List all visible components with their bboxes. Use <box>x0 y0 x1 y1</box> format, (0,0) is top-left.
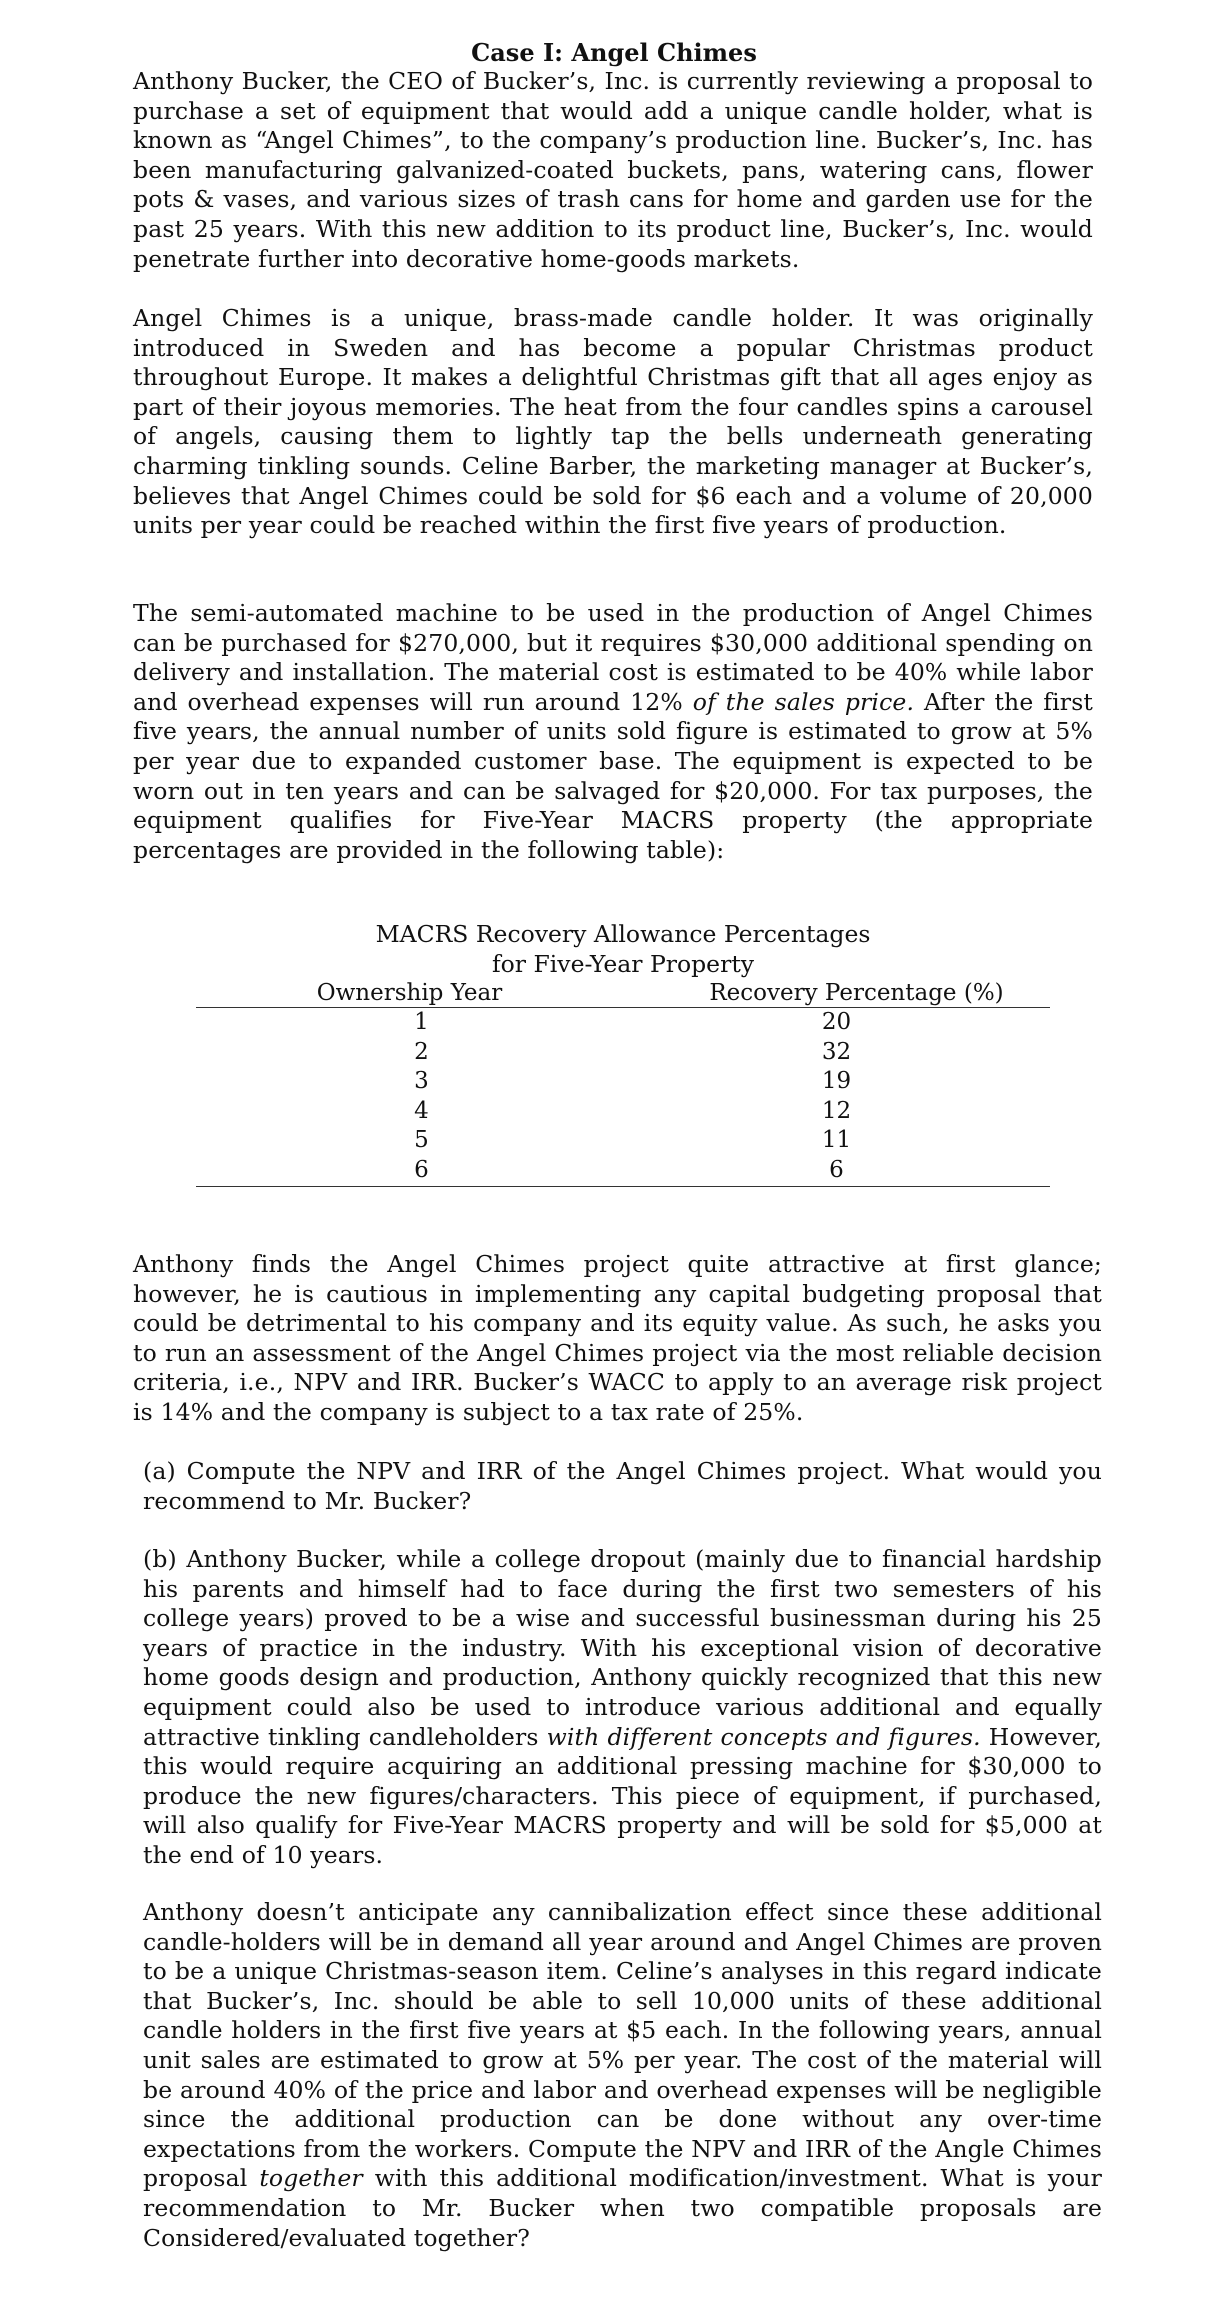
question-b-text-start: (b) Anthony Bucker, while a college dropout (mainly due to financial hardship his parents and himself had to face during the first two semesters of his college years) proved to be a wise and successful businessman during his 25 years of practice in the industry. With his exceptional vision of decorative home goods design and production, Anthony quickly recognized that this new equipment could also be used to introduce various additional and equally attractive tinkling candleholders <box>143 1545 1102 1751</box>
assessment-paragraph: Anthony finds the Angel Chimes project quite attractive at first glance; however, he is cautious in implementing any capital budgeting proposal that could be detrimental to his company and its equity value. As such, he asks you to run an assessment of the Angel Chimes project via the most reliable decision criteria, i.e., NPV and IRR. Bucker’s WACC to apply to an average risk project is 14% and the company is subject to a tax rate of 25%. <box>133 1250 1102 1426</box>
question-b <box>143 1545 1102 1871</box>
percentage-cell: 20 <box>821 1009 852 1035</box>
year-cell: 3 <box>414 1068 429 1095</box>
machine-paragraph <box>133 599 1093 865</box>
question-b-continuation <box>143 1898 1102 2253</box>
table-row <box>196 1126 1050 1156</box>
table-title-line-1: MACRS Recovery Allowance Percentages <box>375 920 871 948</box>
continuation-text-italic: together <box>259 2164 363 2193</box>
machine-text-start: The semi-automated machine to be used in the production of Angel Chimes can be purchased for $270,000, but it requires $30,000 additional spending on delivery and installation. The material cost is estimated to be 40% while labor and overhead expenses will run around 12% <box>133 599 1093 716</box>
table-title-line-2: for Five-Year Property <box>491 949 755 978</box>
percentage-cell: 6 <box>623 1156 1050 1186</box>
macrs-table <box>196 979 1050 1187</box>
continuation-text-start: Anthony doesn’t anticipate any cannibalization effect since these additional candle-holders will be in demand all year around and Angel Chimes are proven to be a unique Christmas-season item. Celine’s analyses in this regard indicate that Bucker’s, Inc. should be able to sell 10,000 units of these additional candle holders in the first five years at $5 each. In the following years, annual unit sales are estimated to grow at 5% per year. The cost of the material will be around 40% of the price and labor and overhead expenses will be negligible since the additional production can be done without any over-time expectations from the workers. Compute the NPV and IRR of the Angle Chimes proposal <box>143 1898 1102 2193</box>
table-row <box>196 1156 1050 1186</box>
machine-text-end: After the first five years, the annual number of units sold figure is estimated to grow at 5% per year due to expanded customer base. The equipment is expected to be worn out in ten years and can be salvaged for $20,000. For tax purposes, the equipment qualifies for Five-Year MACRS property (the appropriate percentages are provided in the following table): <box>133 687 1093 864</box>
question-b-text-end: However, this would require acquiring an additional pressing machine for $30,000 to produce the new figures/characters. This piece of equipment, if purchased, will also qualify for Five-Year MACRS property and will be sold for $5,000 at the end of 10 years. <box>143 1722 1102 1869</box>
machine-text-italic: of the sales price. <box>692 687 915 716</box>
table-row <box>196 1067 1050 1097</box>
year-cell: 5 <box>414 1127 429 1154</box>
year-cell: 2 <box>414 1038 429 1065</box>
question-b-text-italic: with different concepts and figures. <box>546 1722 981 1751</box>
header-recovery-percentage: Recovery Percentage (%) <box>623 979 1050 1008</box>
percentage-cell: 11 <box>821 1127 852 1154</box>
continuation-text-end: with this additional modification/investment. What is your recommendation to Mr. Bucker when two compatible proposals are Considered/evaluated together? <box>143 2164 1102 2252</box>
year-cell: 4 <box>414 1097 429 1124</box>
product-paragraph: Angel Chimes is a unique, brass-made candle holder. It was originally introduced in Sweden and has become a popular Christmas product throughout Europe. It makes a delightful Christmas gift that all ages enjoy as part of their joyous memories. The heat from the four candles spins a carousel of angels, causing them to lightly tap the bells underneath generating charming tinkling sounds. Celine Barber, the marketing manager at Bucker’s, believes that Angel Chimes could be sold for $6 each and a volume of 20,000 units per year could be reached within the first five years of production. <box>133 304 1093 540</box>
table-row <box>196 1008 1050 1038</box>
year-cell: 1 <box>414 1009 429 1035</box>
table-header-row <box>196 979 1050 1008</box>
header-ownership-year: Ownership Year <box>196 979 623 1008</box>
year-cell: 6 <box>196 1156 623 1186</box>
macrs-table-title <box>196 920 1050 979</box>
percentage-cell: 12 <box>821 1097 852 1124</box>
macrs-table-block <box>196 920 1050 1187</box>
case-title: Case I: Angel Chimes <box>471 38 757 67</box>
table-row <box>196 1097 1050 1127</box>
percentage-cell: 32 <box>821 1038 852 1065</box>
question-a: (a) Compute the NPV and IRR of the Angel Chimes project. What would you recommend to Mr. Bucker? <box>143 1457 1102 1515</box>
percentage-cell: 19 <box>821 1068 852 1095</box>
intro-paragraph: Anthony Bucker, the CEO of Bucker’s, Inc. is currently reviewing a proposal to purchase a set of equipment that would add a unique candle holder, what is known as “Angel Chimes”, to the company’s production line. Bucker’s, Inc. has been manufacturing galvanized-coated buckets, pans, watering cans, flower pots & vases, and various sizes of trash cans for home and garden use for the past 25 years. With this new addition to its product line, Bucker’s, Inc. would penetrate further into decorative home-goods markets. <box>133 67 1093 273</box>
table-row <box>196 1038 1050 1068</box>
